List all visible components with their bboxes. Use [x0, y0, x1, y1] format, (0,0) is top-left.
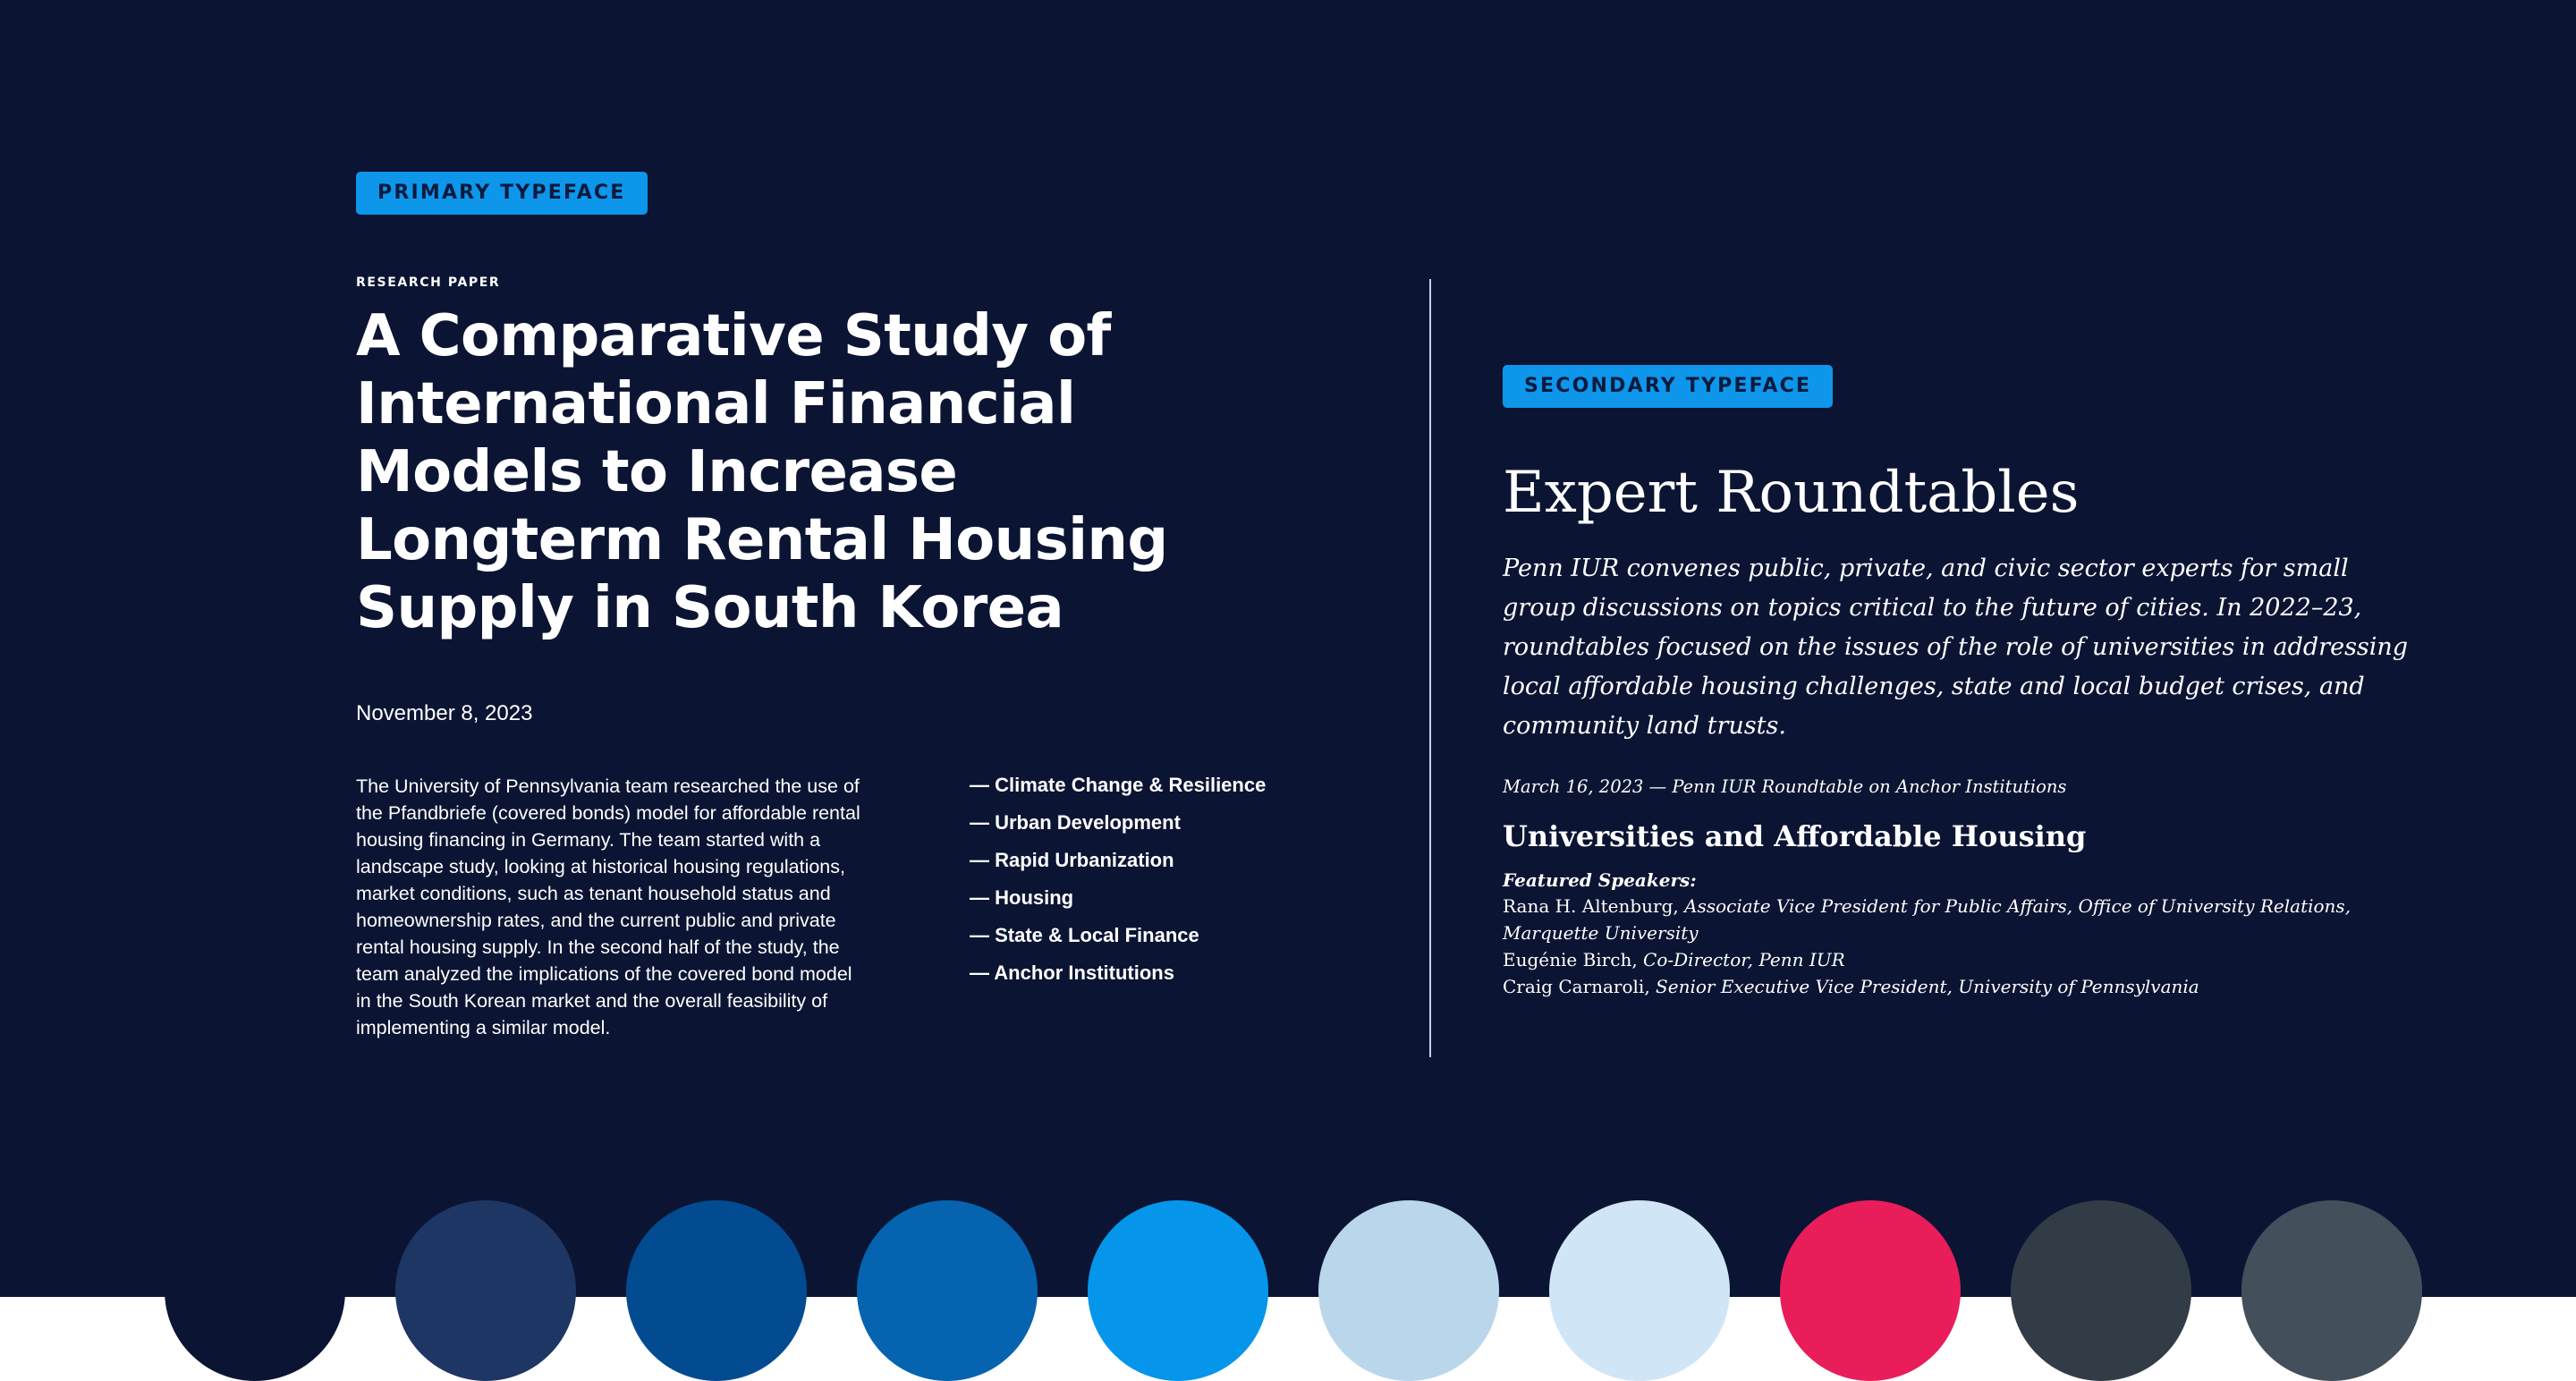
color-swatch-medium-blue	[857, 1200, 1038, 1381]
paper-title: A Comparative Study of International Financial Models to Increase Longterm Rental Housing Supply in South Korea	[356, 303, 1168, 641]
topic-link-housing[interactable]: — Housing	[970, 886, 1074, 909]
speaker-role: Co-Director, Penn IUR	[1643, 949, 1845, 970]
color-swatch-slate	[2241, 1200, 2422, 1381]
featured-speakers-label: Featured Speakers:	[1503, 869, 1697, 891]
topic-link-climate[interactable]: — Climate Change & Resilience	[970, 774, 1267, 796]
color-swatch-charcoal	[2011, 1200, 2191, 1381]
paper-description: The University of Pennsylvania team researched the use of the Pfandbriefe (covered bonds) model for affordable rental housing financing in Germany. The team started with a landscape study, looking at historical housing regulations, market conditions, such as tenant household status and homeownership rates, and the current public and private rental housing supply. In the second half of the study, the team analyzed the implications of the covered bond model in the South Korean market and the overall feasibility of implementing a similar model.	[356, 775, 860, 1038]
speaker-role: Associate Vice President for Public Affairs, Office of University Relations, Marquette University	[1503, 895, 2351, 944]
roundtables-heading: Expert Roundtables	[1503, 460, 2080, 526]
topic-link-anchor-institutions[interactable]: — Anchor Institutions	[970, 962, 1174, 984]
secondary-typeface-badge: SECONDARY TYPEFACE	[1503, 365, 1833, 408]
speaker-item	[1503, 973, 2397, 1000]
speaker-item	[1503, 893, 2397, 946]
color-swatch-bright-blue	[1088, 1200, 1268, 1381]
color-swatch-deep-blue	[626, 1200, 807, 1381]
roundtables-intro: Penn IUR convenes public, private, and civic sector experts for small group discussions on topics critical to the future of cities. In 2022–23, roundtables focused on the issues of the role of universities in addressing local affordable housing challenges, state and local budget crises, and community land trusts.	[1503, 555, 2409, 740]
color-swatch-navy	[165, 1200, 345, 1381]
color-swatch-magenta	[1780, 1200, 1961, 1381]
color-swatch-pale-blue	[1318, 1200, 1499, 1381]
speaker-role: Senior Executive Vice President, University of Pennsylvania	[1656, 976, 2199, 997]
speaker-list	[1503, 893, 2397, 1000]
topic-link-urban-development[interactable]: — Urban Development	[970, 811, 1181, 834]
color-swatch-ice-blue	[1549, 1200, 1730, 1381]
event-date: March 16, 2023 — Penn IUR Roundtable on Anchor Institutions	[1503, 776, 2067, 797]
event-title: Universities and Affordable Housing	[1503, 819, 2087, 853]
speaker-name: Eugénie Birch,	[1503, 949, 1638, 970]
column-divider	[1429, 279, 1431, 1057]
paper-date: November 8, 2023	[356, 701, 533, 725]
primary-typeface-badge: PRIMARY TYPEFACE	[356, 172, 648, 215]
speaker-item	[1503, 946, 2397, 973]
color-swatch-dark-blue	[395, 1200, 576, 1381]
speaker-name: Rana H. Altenburg,	[1503, 895, 1679, 917]
topic-link-state-local-finance[interactable]: — State & Local Finance	[970, 924, 1199, 946]
speaker-name: Craig Carnaroli,	[1503, 976, 1650, 997]
research-paper-eyebrow: RESEARCH PAPER	[356, 275, 501, 290]
topic-link-rapid-urbanization[interactable]: — Rapid Urbanization	[970, 849, 1174, 871]
topic-list	[970, 771, 1266, 996]
